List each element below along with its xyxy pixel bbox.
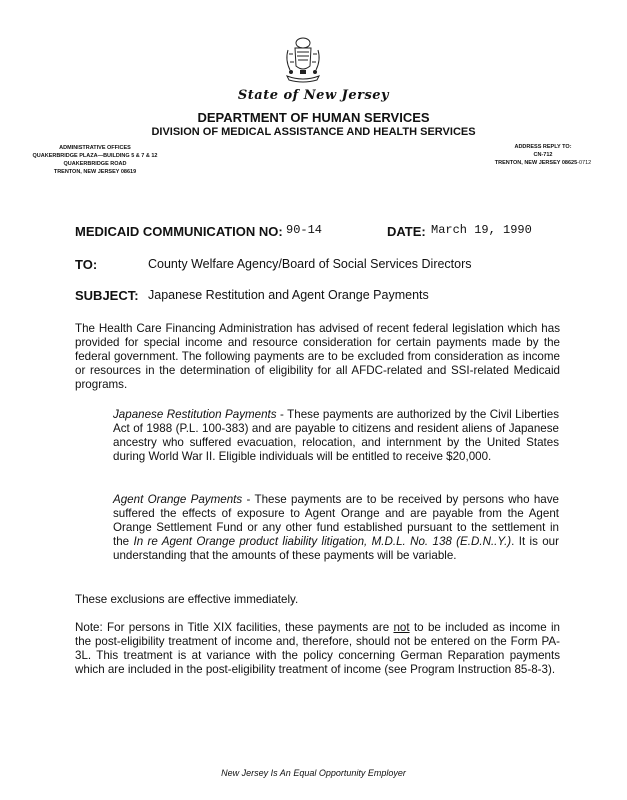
recipient: County Welfare Agency/Board of Social Services Directors	[148, 257, 472, 271]
date-label: DATE:	[387, 224, 426, 239]
state-seal-icon	[283, 34, 323, 84]
address-line: QUAKERBRIDGE ROAD	[63, 161, 127, 167]
reply-address	[468, 143, 618, 167]
agent-orange-case-citation: In re Agent Orange product liability litigation, M.D.L. No. 138 (E.D.N..Y.)	[133, 535, 512, 548]
japanese-restitution-paragraph	[113, 408, 559, 464]
effective-paragraph: These exclusions are effective immediately.	[75, 593, 299, 606]
administrative-offices-address	[20, 144, 170, 176]
memo-date: March 19, 1990	[431, 223, 532, 237]
note-text-end: to be included as income in the post-eligibility treatment of income and, therefore, should not be entered on the Form PA-3L. This treatment is at variance with the policy concerning German Reparation payments which are included in the post-eligibility treatment of income (see Program Instruction 85-8-3).	[75, 621, 560, 676]
footer-employer-statement: New Jersey Is An Equal Opportunity Employer	[221, 768, 406, 778]
communication-number-label: MEDICAID COMMUNICATION NO:	[75, 224, 283, 239]
subject-label: SUBJECT:	[75, 288, 139, 303]
address-line: TRENTON, NEW JERSEY 08619	[53, 169, 137, 175]
agent-orange-paragraph	[113, 493, 559, 563]
address-zip-suffix: -0712	[577, 160, 592, 166]
address-line: ADMINISTRATIVE OFFICES	[59, 145, 131, 151]
address-line: CN-712	[533, 152, 553, 158]
note-paragraph	[75, 621, 560, 677]
address-line: ADDRESS REPLY TO:	[514, 144, 572, 150]
agent-orange-text: - These payments are to be received by persons who have suffered the effects of exposure to Agent Orange and are payable from the Agent Orange Settlement Fund or any other fund established pursuant to the settlement in the	[113, 493, 559, 548]
japanese-restitution-title: Japanese Restitution Payments	[113, 408, 277, 421]
division-heading: DIVISION OF MEDICAL ASSISTANCE AND HEALTH SERVICES	[151, 126, 476, 138]
intro-paragraph: The Health Care Financing Administration has advised of recent federal legislation which has provided for special income and resource consideration for certain payments made by the federal government. The following payments are to be excluded from consideration as income or resources in the determination of eligibility for all AFDC-related and SSI-related Medicaid programs.	[75, 322, 560, 391]
subject: Japanese Restitution and Agent Orange Payments	[148, 288, 429, 302]
agent-orange-text-end: . It is our understanding that the amounts of these payments will be variable.	[113, 535, 559, 562]
department-heading: DEPARTMENT OF HUMAN SERVICES	[197, 110, 430, 125]
japanese-restitution-text: - These payments are authorized by the Civil Liberties Act of 1988 (P.L. 100-383) and are payable to citizens and resident aliens of Japanese ancestry who suffered evacuation, relocation, and internment by the United States during World War II. Eligible individuals will be entitled to receive $20,000.	[113, 408, 559, 463]
state-title: State of New Jersey	[237, 88, 390, 103]
to-label: TO:	[75, 257, 98, 272]
address-line	[468, 159, 618, 167]
address-city: TRENTON, NEW JERSEY 08625	[494, 160, 578, 166]
agent-orange-title: Agent Orange Payments	[113, 493, 243, 506]
address-line: QUAKERBRIDGE PLAZA—BUILDING 5 & 7 & 12	[32, 153, 158, 159]
communication-number: 90-14	[286, 223, 323, 237]
note-emphasis: not	[393, 621, 410, 634]
note-text: Note: For persons in Title XIX facilities, these payments are	[75, 621, 394, 634]
